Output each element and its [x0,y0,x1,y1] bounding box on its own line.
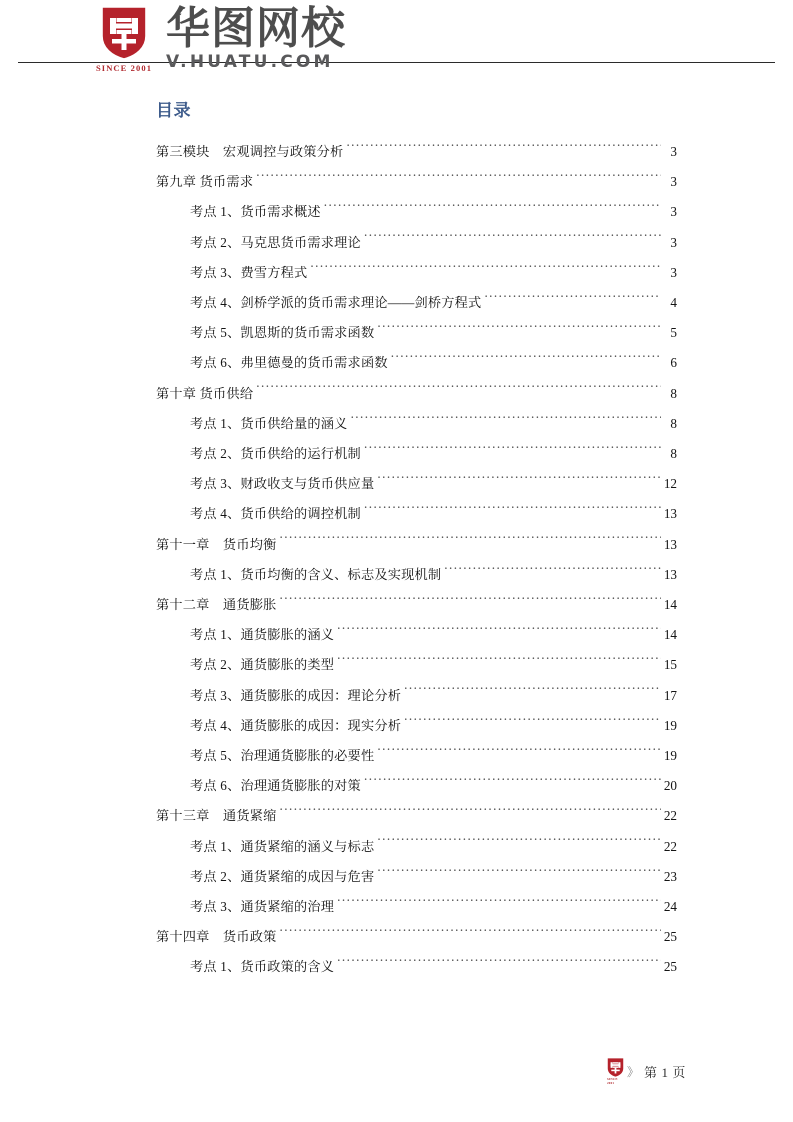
toc-leader-dots [337,898,661,911]
toc-entry-page-number: 3 [670,234,677,250]
toc-entry-page-number: 6 [670,355,677,371]
toc-leader-dots [337,958,661,971]
since-text: SINCE 2001 [95,63,153,73]
toc-leader-dots [377,838,661,851]
toc-entry-page-number: 22 [663,838,677,854]
huatu-shield-logo [100,6,148,60]
toc-entry-label: 第三模块 宏观调控与政策分析 [156,144,344,159]
toc-entry[interactable] [156,499,677,529]
toc-leader-dots [377,747,661,760]
footer-since-text: SINCE 2001 [606,1077,618,1085]
toc-entry[interactable] [156,167,677,197]
toc-entry-page-number: 23 [663,868,677,884]
toc-entry-label: 考点 1、货币供给量的涵义 [190,415,348,431]
toc-entry-label: 第十二章 通货膨胀 [156,597,277,613]
toc-entry[interactable] [156,137,677,167]
toc-entry[interactable] [156,318,677,348]
toc-entry-label: 考点 5、凯恩斯的货币需求函数 [190,325,375,341]
toc-entry-page-number: 20 [663,778,677,794]
brand-url: V.HUATU.COM [166,52,334,72]
toc-entry-page-number: 14 [663,627,677,643]
toc-entry-label: 第十四章 货币政策 [156,929,277,945]
toc-entry-page-number: 8 [670,385,677,401]
toc-entry-label: 考点 2、货币供给的运行机制 [190,446,361,462]
toc-entry-label: 考点 5、治理通货膨胀的必要性 [190,748,375,764]
toc-entry-label: 第十三章 通货紧缩 [156,808,277,824]
toc-entry[interactable] [156,197,677,227]
table-of-contents [156,100,677,983]
toc-entry-label: 考点 2、通货紧缩的成因与危害 [190,868,375,884]
toc-leader-dots [364,234,661,247]
toc-leader-dots [256,385,661,398]
toc-entry-page-number: 25 [663,959,677,975]
toc-leader-dots [484,294,661,307]
toc-entry[interactable] [156,288,677,318]
toc-leader-dots [364,777,661,790]
toc-leader-dots [346,143,661,156]
toc-entry-page-number: 15 [663,657,677,673]
brand-name-cn: 华图网校 [166,3,346,54]
toc-entry-page-number: 5 [670,325,677,341]
toc-entry-page-number: 3 [670,204,677,220]
toc-leader-dots [377,868,661,881]
footer-separator-icon: 》 [626,1065,639,1079]
toc-leader-dots [364,445,661,458]
brand-wordmark [166,3,346,72]
toc-entry[interactable] [156,741,677,771]
toc-leader-dots [280,807,662,820]
toc-entry[interactable] [156,832,677,862]
toc-entry-label: 考点 1、通货膨胀的涵义 [190,627,335,643]
toc-entry-label: 考点 1、货币均衡的含义、标志及实现机制 [190,566,442,582]
toc-entry-label: 第九章 货币需求 [156,174,254,190]
toc-entry[interactable] [156,590,677,620]
toc-entry[interactable] [156,530,677,560]
toc-entry-label: 考点 6、弗里德曼的货币需求函数 [190,355,388,371]
toc-leader-dots [280,596,662,609]
toc-leader-dots [310,264,661,277]
toc-entry[interactable] [156,681,677,711]
toc-leader-dots [351,415,661,428]
toc-entry-page-number: 13 [663,536,677,552]
toc-entry[interactable] [156,771,677,801]
toc-entry[interactable] [156,892,677,922]
toc-entry-label: 第十一章 货币均衡 [156,536,277,552]
toc-entry-label: 考点 4、剑桥学派的货币需求理论——剑桥方程式 [190,295,482,311]
toc-leader-dots [404,717,661,730]
toc-entry-label: 考点 1、货币需求概述 [190,204,321,220]
toc-entry-page-number: 22 [663,808,677,824]
toc-entry-page-number: 3 [670,264,677,280]
toc-entry[interactable] [156,711,677,741]
toc-entry[interactable] [156,952,677,982]
toc-entry[interactable] [156,258,677,288]
toc-entry[interactable] [156,650,677,680]
toc-entry[interactable] [156,862,677,892]
toc-entry-label: 考点 2、通货膨胀的类型 [190,657,335,673]
toc-entry-label: 考点 1、货币政策的含义 [190,959,335,975]
toc-entry[interactable] [156,379,677,409]
toc-entry[interactable] [156,348,677,378]
toc-entry-label: 考点 2、马克思货币需求理论 [190,234,361,250]
toc-leader-dots [337,656,661,669]
footer-content [607,1058,686,1085]
toc-entry-page-number: 14 [663,597,677,613]
toc-entry-page-number: 24 [663,899,677,915]
brand-logo [95,3,346,73]
toc-entry[interactable] [156,469,677,499]
toc-entry-label: 考点 3、通货膨胀的成因：理论分析 [190,687,402,703]
toc-entry-page-number: 8 [670,415,677,431]
toc-entry-page-number: 19 [663,717,677,733]
toc-leader-dots [364,505,661,518]
logo-mark [96,6,152,73]
toc-leader-dots [280,536,662,549]
toc-leader-dots [377,324,661,337]
toc-entry-page-number: 8 [670,446,677,462]
toc-leader-dots [377,475,661,488]
toc-entry-label: 考点 4、货币供给的调控机制 [190,506,361,522]
toc-leader-dots [444,566,661,579]
page-header [0,0,793,96]
toc-entry-label: 考点 3、费雪方程式 [190,264,308,280]
huatu-shield-logo-small [607,1058,624,1085]
toc-entry-page-number: 3 [670,144,677,159]
toc-entry-page-number: 25 [663,929,677,945]
toc-entry[interactable] [156,801,677,831]
toc-entry-page-number: 13 [663,506,677,522]
toc-leader-dots [324,203,661,216]
page-title: 目录 [156,101,191,121]
toc-entry[interactable] [156,409,677,439]
toc-entry-page-number: 13 [663,566,677,582]
toc-leader-dots [404,687,661,700]
toc-entry-page-number: 4 [670,295,677,311]
toc-entry-label: 考点 1、通货紧缩的涵义与标志 [190,838,375,854]
toc-entry-label: 第十章 货币供给 [156,385,254,401]
toc-entry[interactable] [156,620,677,650]
toc-entry-label: 考点 4、通货膨胀的成因：现实分析 [190,717,402,733]
toc-entry[interactable] [156,560,677,590]
toc-entry-page-number: 19 [663,748,677,764]
toc-entry-page-number: 17 [663,687,677,703]
toc-leader-dots [256,173,661,186]
toc-entry[interactable] [156,228,677,258]
toc-entry-label: 考点 3、通货紧缩的治理 [190,899,335,915]
toc-list [156,137,677,983]
toc-entry-label: 考点 6、治理通货膨胀的对策 [190,778,361,794]
page-footer [0,1058,793,1098]
toc-leader-dots [337,626,661,639]
page-number: 第 1 页 [644,1065,686,1080]
toc-entry-page-number: 12 [663,476,677,492]
toc-entry[interactable] [156,922,677,952]
toc-entry-page-number: 3 [670,174,677,190]
toc-entry[interactable] [156,439,677,469]
toc-leader-dots [391,354,661,367]
toc-entry-label: 考点 3、财政收支与货币供应量 [190,476,375,492]
toc-leader-dots [280,928,662,941]
